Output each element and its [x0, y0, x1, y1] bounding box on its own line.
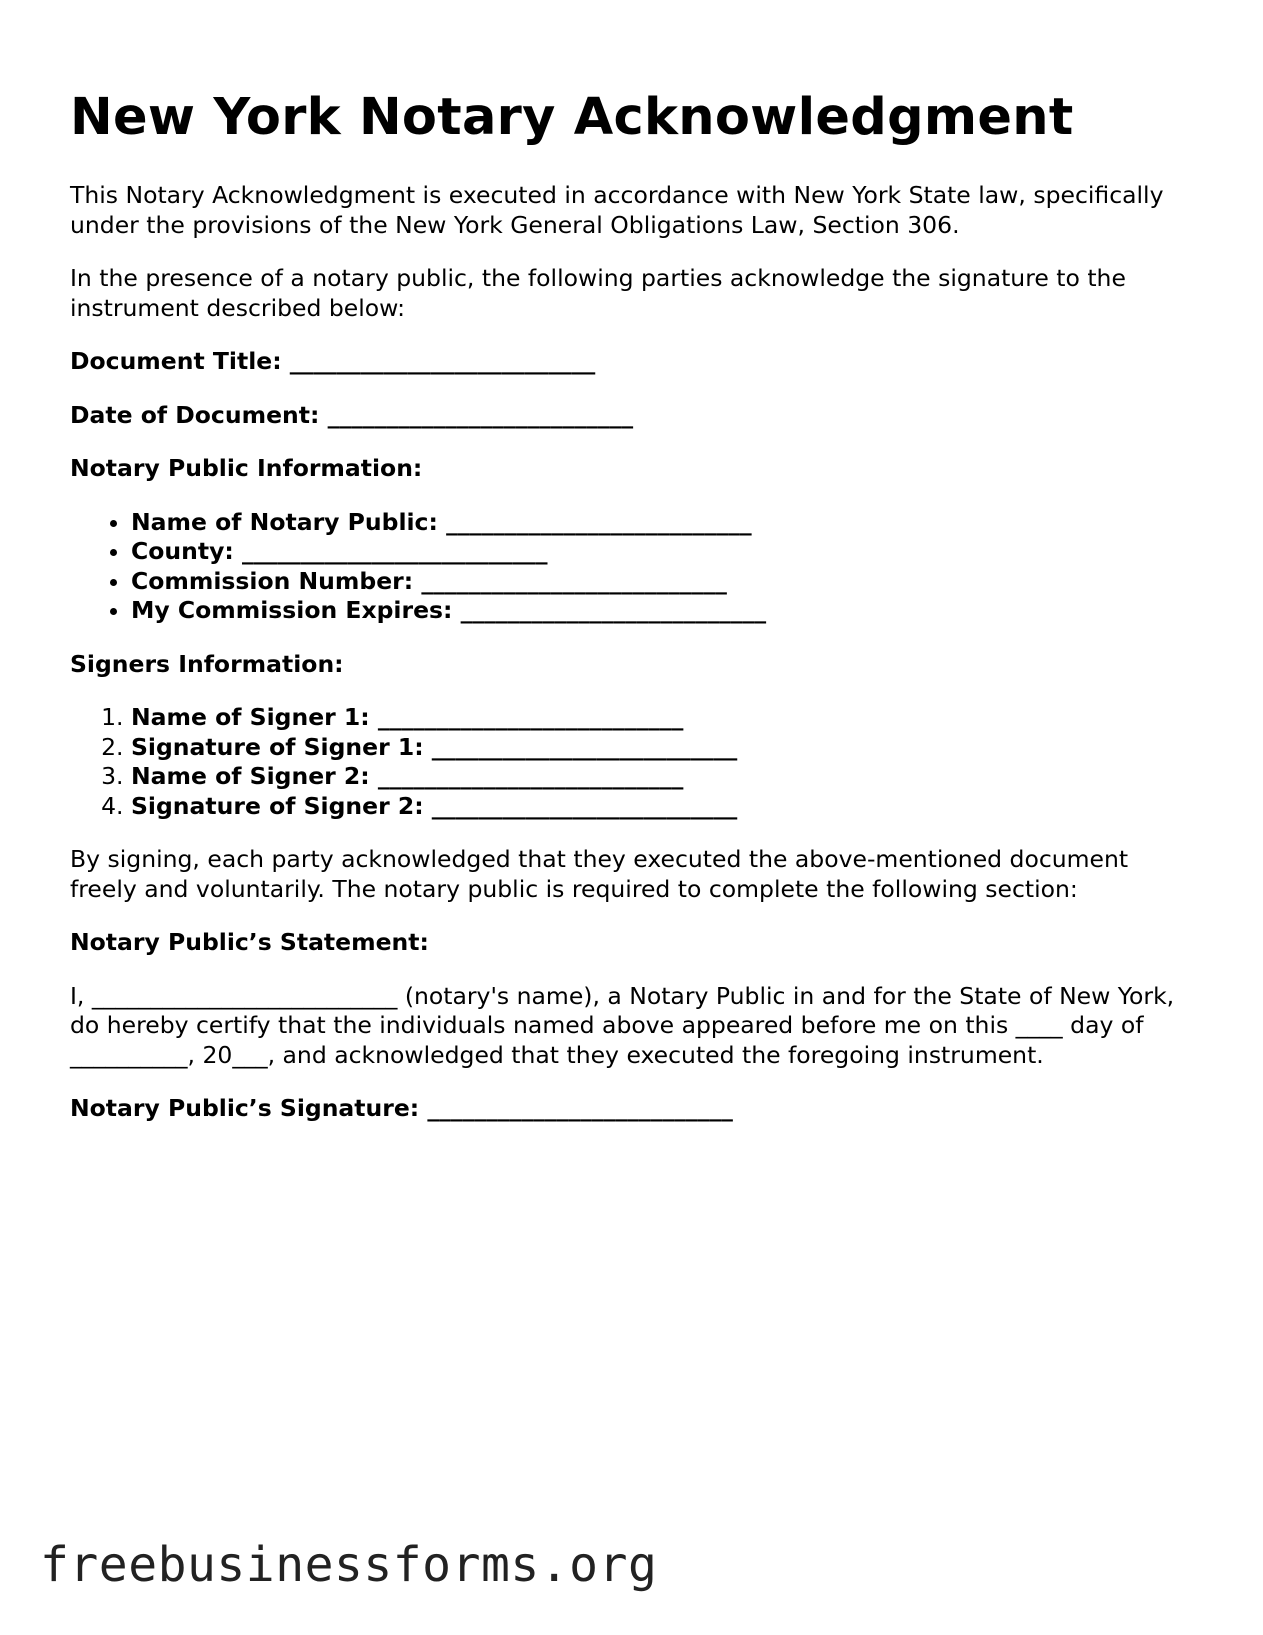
notary-info-list — [70, 508, 1195, 626]
county-blank[interactable]: __________________________ — [242, 537, 548, 565]
list-item — [131, 508, 1195, 538]
commission-number-blank[interactable]: __________________________ — [421, 566, 727, 595]
list-item — [131, 596, 1195, 626]
notary-signature-label: Notary Public’s Signature: — [70, 1094, 420, 1122]
signer-1-name-label: Name of Signer 1: — [131, 703, 370, 731]
list-item — [131, 762, 1195, 792]
acknowledgment-paragraph: By signing, each party acknowledged that they executed the above-mentioned document freely and voluntarily. The notary public is required to complete the following section: — [70, 845, 1129, 903]
intro-paragraph-1: This Notary Acknowledgment is executed in accordance with New York State law, specifically under the provisions of the New York General Obligations Law, Section 306. — [70, 181, 1164, 239]
date-of-document-blank[interactable]: __________________________ — [327, 400, 634, 429]
signer-1-signature-blank[interactable]: __________________________ — [431, 732, 738, 761]
list-item — [131, 567, 1195, 597]
document-page — [70, 84, 1195, 1124]
notary-name-blank[interactable]: __________________________ — [446, 507, 752, 536]
list-item — [131, 703, 1195, 733]
signer-2-name-blank[interactable]: __________________________ — [377, 762, 684, 790]
date-of-document-field — [70, 401, 1195, 431]
commission-expires-blank[interactable]: __________________________ — [460, 596, 767, 624]
notary-info-heading: Notary Public Information: — [70, 454, 423, 482]
notary-name-label: Name of Notary Public: — [131, 507, 438, 536]
document-title-label: Document Title: — [70, 347, 282, 375]
list-item — [131, 792, 1195, 822]
list-item — [131, 537, 1195, 567]
signers-list — [70, 703, 1195, 821]
page-title: New York Notary Acknowledgment — [70, 88, 1074, 147]
watermark: freebusinessforms.org — [40, 1537, 658, 1593]
commission-number-label: Commission Number: — [131, 566, 414, 595]
signer-1-name-blank[interactable]: __________________________ — [377, 703, 684, 731]
signer-2-name-label: Name of Signer 2: — [131, 762, 370, 790]
signers-info-heading: Signers Information: — [70, 649, 344, 678]
document-title-field — [70, 347, 1195, 377]
county-label: County: — [131, 537, 234, 565]
notary-signature-blank[interactable]: __________________________ — [427, 1094, 733, 1122]
notary-statement-heading: Notary Public’s Statement: — [70, 928, 429, 956]
signer-1-signature-label: Signature of Signer 1: — [131, 732, 424, 761]
document-title-blank[interactable]: __________________________ — [289, 347, 596, 375]
signer-2-signature-blank[interactable]: __________________________ — [431, 791, 738, 820]
date-of-document-label: Date of Document: — [70, 400, 320, 429]
notary-statement-text: I, __________________________ (notary's name), a Notary Public in and for the State of New York, do hereby certify that the individuals named above appeared before me on this ____ day of __________, 20___, and acknowledged that they executed the foregoing instrument. — [70, 981, 1175, 1069]
intro-paragraph-2: In the presence of a notary public, the following parties acknowledge the signature to the instrument described below: — [70, 264, 1126, 322]
notary-signature-field — [70, 1094, 1195, 1124]
signer-2-signature-label: Signature of Signer 2: — [131, 791, 424, 820]
list-item — [131, 733, 1195, 763]
commission-expires-label: My Commission Expires: — [131, 596, 453, 624]
